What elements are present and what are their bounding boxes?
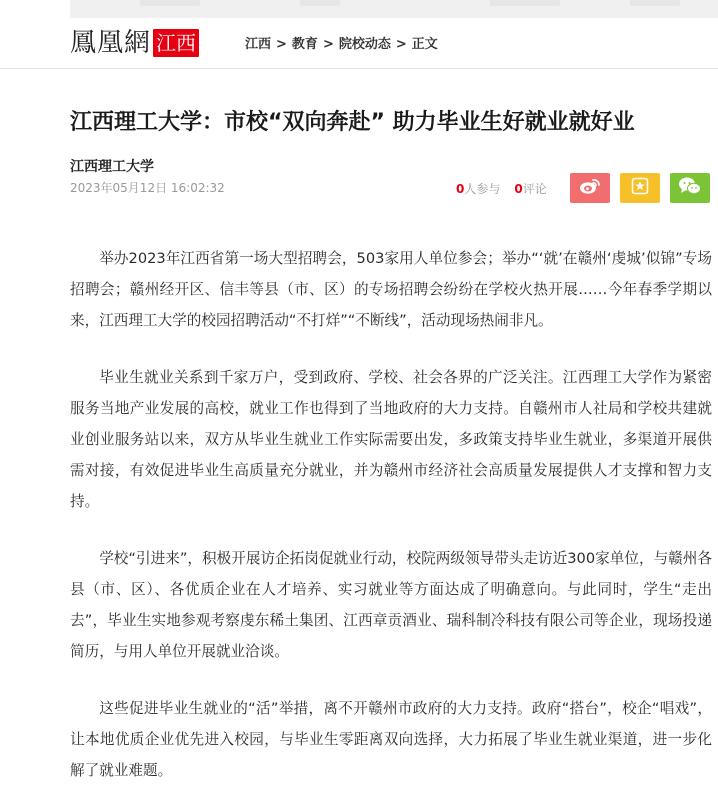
share-weibo-button[interactable] (570, 173, 610, 203)
top-strip-fragment (630, 0, 680, 6)
top-ad-strip (70, 0, 718, 18)
comments-link[interactable] (514, 181, 546, 197)
article-title: 江西理工大学：市校“双向奔赴” 助力毕业生好就业就好业 (70, 110, 635, 135)
breadcrumb-separator: > (276, 37, 287, 52)
breadcrumb-link-jiangxi[interactable]: 江西 (245, 37, 272, 52)
article-body (70, 243, 712, 812)
top-strip-fragment (490, 0, 560, 6)
breadcrumb-link-school-news[interactable]: 院校动态 (338, 37, 391, 52)
breadcrumb (245, 36, 438, 54)
participants-count: 0 (456, 182, 465, 196)
article-paragraph: 举办2023年江西省第一场大型招聘会，503家用人单位参会；举办“‘就’在赣州‘虔城’似锦”专场招聘会；赣州经开区、信丰等县（市、区）的专场招聘会纷纷在学校火热开展……今年春季学期以来，江西理工大学的校园招聘活动“不打烊”“不断线”，活动现场热闹非凡。 (70, 250, 712, 329)
logo-region-badge: 江西 (153, 29, 199, 57)
favorite-button[interactable] (620, 173, 660, 203)
participants-label: 人参与 (464, 182, 501, 196)
article-paragraph: 这些促进毕业生就业的“活”举措，离不开赣州市政府的大力支持。政府“搭台”，校企“唱戏”，让本地优质企业优先进入校园，与毕业生零距离双向选择，大力拓展了毕业生就业渠道，进一步化解了就业难题。 (70, 700, 712, 779)
site-header (0, 18, 718, 69)
article-datetime: 2023年05月12日 16:02:32 (70, 181, 225, 195)
top-strip-fragment (140, 0, 200, 6)
comments-count: 0 (514, 182, 523, 196)
weibo-icon (579, 177, 601, 199)
article-paragraph: 学校“引进来”，积极开展访企拓岗促就业行动，校院两级领导带头走访近300家单位，与赣州各县（市、区）、各优质企业在人才培养、实习就业等方面达成了明确意向。与此同时，学生“走出去”，毕业生实地参观考察虔东稀土集团、江西章贡酒业、瑞科制冷科技有限公司等企业，现场投递简历，与用人单位开展就业洽谈。 (70, 550, 712, 660)
article-stats (456, 181, 547, 197)
site-logo[interactable] (70, 26, 199, 60)
star-icon (631, 177, 649, 199)
top-strip-fragment (300, 0, 340, 6)
breadcrumb-separator: > (322, 37, 334, 52)
breadcrumb-separator: > (395, 37, 407, 52)
participants-link[interactable] (456, 181, 500, 197)
article-source[interactable]: 江西理工大学 (70, 159, 154, 175)
share-wechat-button[interactable] (670, 173, 710, 203)
logo-main-text: 鳳凰網 (70, 28, 152, 58)
breadcrumb-current: 正文 (411, 37, 438, 52)
wechat-icon (678, 176, 702, 200)
comments-label: 评论 (522, 182, 547, 196)
breadcrumb-link-education[interactable]: 教育 (291, 37, 318, 52)
article-paragraph: 毕业生就业关系到千家万户，受到政府、学校、社会各界的广泛关注。江西理工大学作为紧密服务当地产业发展的高校，就业工作也得到了当地政府的大力支持。自赣州市人社局和学校共建就业创业服务站以来，双方从毕业生就业工作实际需要出发，多政策支持毕业生就业，多渠道开展供需对接，有效促进毕业生高质量充分就业，并为赣州市经济社会高质量发展提供人才支撑和智力支持。 (70, 369, 712, 510)
